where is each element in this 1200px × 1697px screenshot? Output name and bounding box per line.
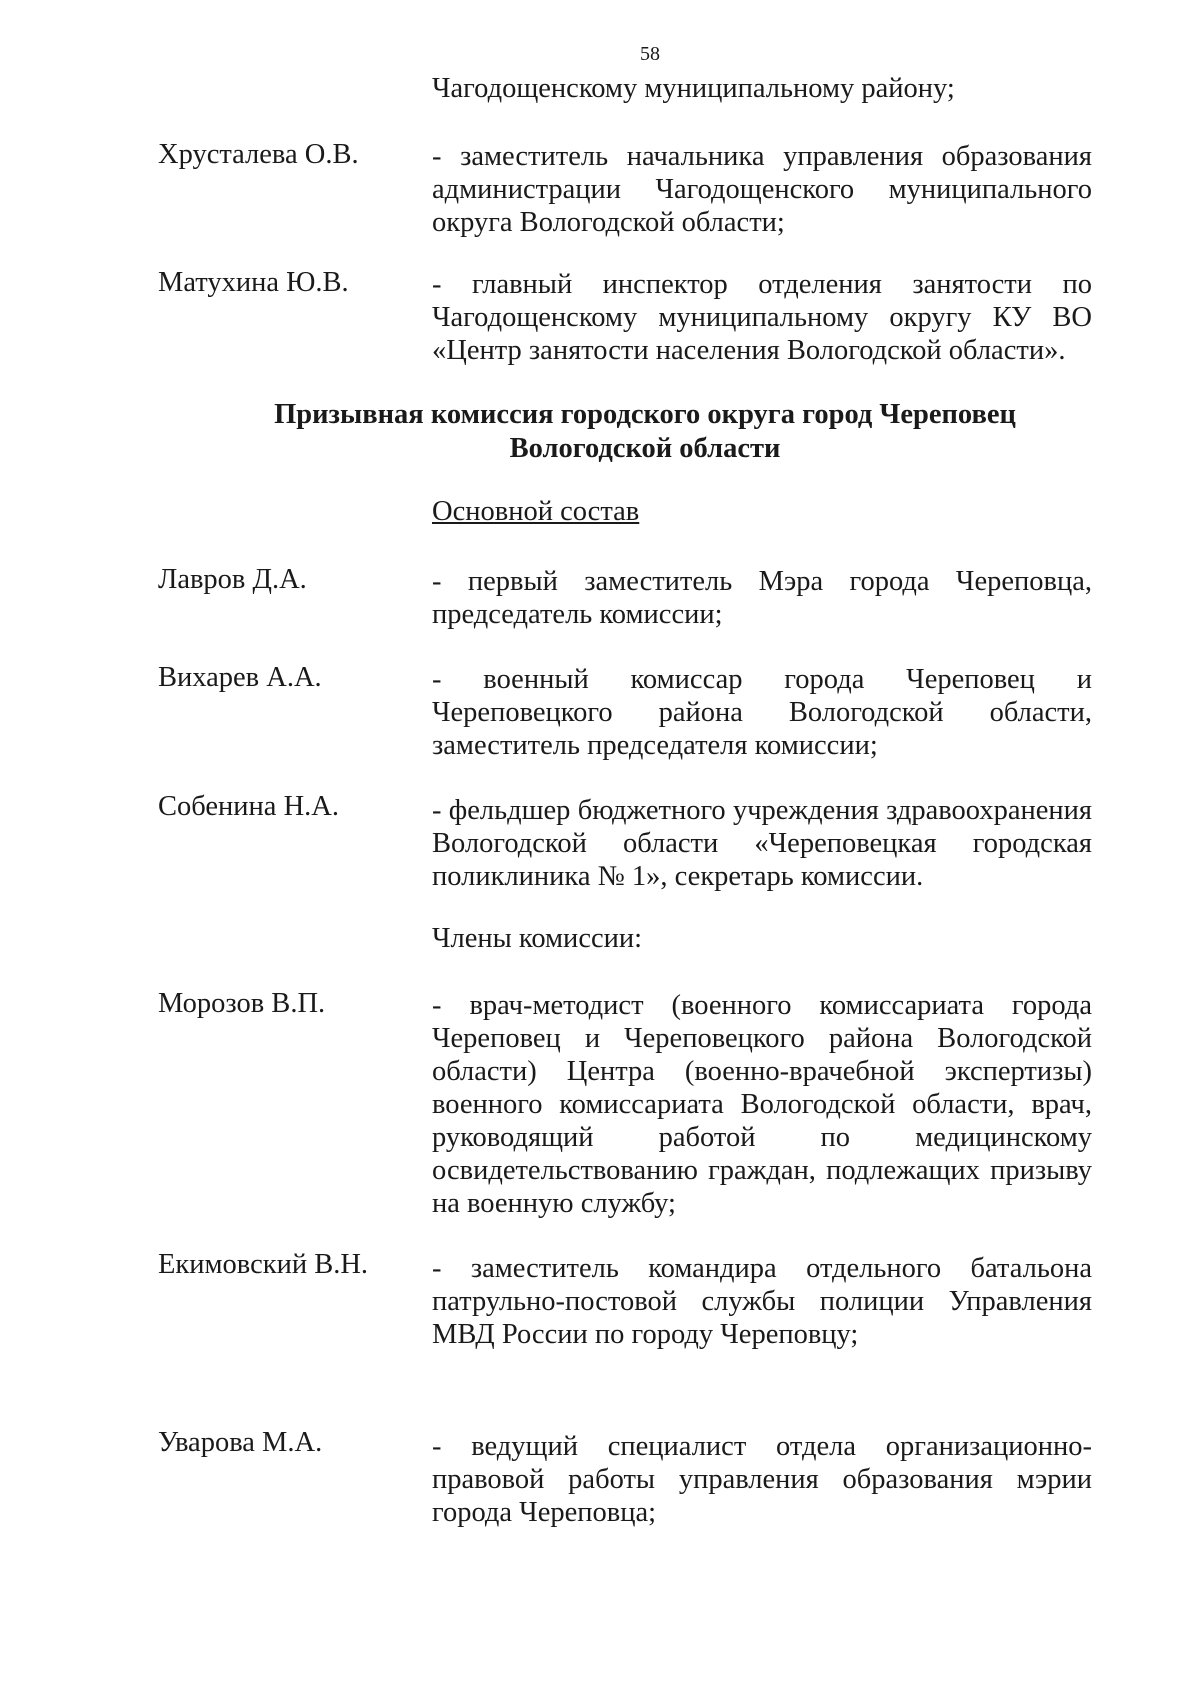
member-description: - главный инспектор отделения занятости по Чагодощенскому муниципальному округу КУ ВО «Центр занятости населения Вологодской области». <box>432 269 1092 366</box>
member-name: Хрусталева О.В. <box>158 139 359 170</box>
member-description: - первый заместитель Мэра города Череповца, председатель комиссии; <box>432 566 1092 630</box>
member-description: - заместитель начальника управления образования администрации Чагодощенского муниципального округа Вологодской области; <box>432 141 1092 238</box>
member-description: - фельдшер бюджетного учреждения здравоохранения Вологодской области «Череповецкая городская поликлиника № 1», секретарь комиссии. <box>432 795 1092 892</box>
member-description: - врач-методист (военного комиссариата города Череповец и Череповецкого района Вологодской области) Центра (военно-врачебной экспертизы) военного комиссариата Вологодской области, врач, руководящий работой по медицинскому освидетельствованию граждан, подлежащих призыву на военную службу; <box>432 990 1092 1219</box>
section-title-line-2: Вологодской области <box>509 433 781 464</box>
member-name: Матухина Ю.В. <box>158 267 349 298</box>
section-title-line-1: Призывная комиссия городского округа город Череповец <box>274 399 1016 430</box>
member-name: Уварова М.А. <box>158 1427 323 1458</box>
member-name: Екимовский В.Н. <box>158 1249 369 1280</box>
member-name: Лавров Д.А. <box>158 564 307 595</box>
main-composition-label: Основной состав <box>432 496 640 527</box>
member-name: Вихарев А.А. <box>158 662 322 693</box>
member-name: Морозов В.П. <box>158 988 326 1019</box>
member-description: - ведущий специалист отдела организационно-правовой работы управления образования мэрии города Череповца; <box>432 1431 1092 1528</box>
member-name: Собенина Н.А. <box>158 791 339 822</box>
members-label: Члены комиссии: <box>432 923 643 954</box>
page-number: 58 <box>640 43 660 65</box>
member-description: - военный комиссар города Череповец и Череповецкого района Вологодской области, заместитель председателя комиссии; <box>432 664 1092 761</box>
continuation-line: Чагодощенскому муниципальному району; <box>432 73 955 104</box>
member-description: - заместитель командира отдельного батальона патрульно-постовой службы полиции Управления МВД России по городу Череповцу; <box>432 1253 1092 1350</box>
